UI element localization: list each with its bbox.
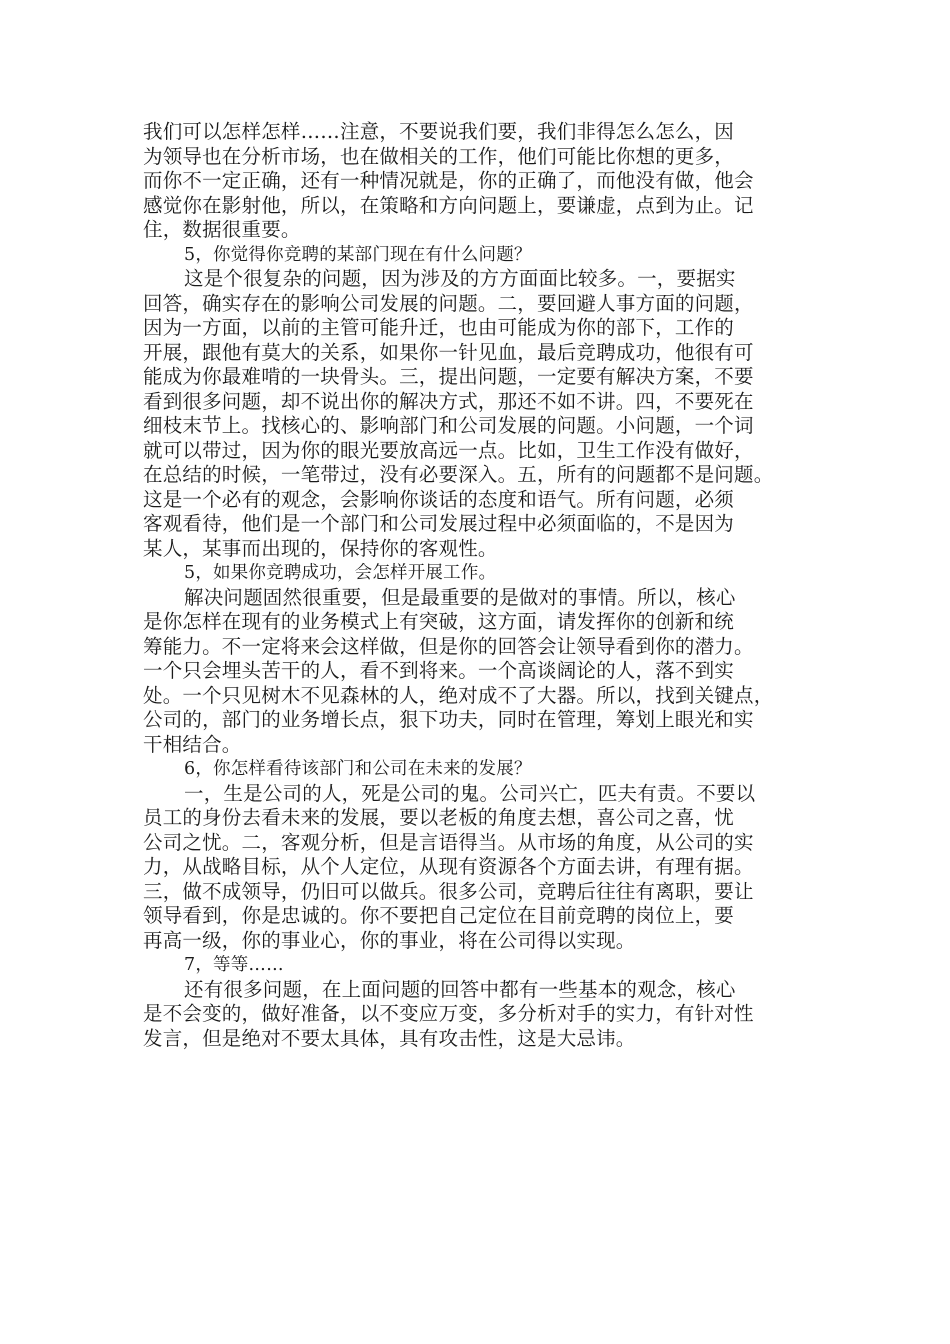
paragraph-line: 员工的身份去看未来的发展，要以老板的角度去想，喜公司之喜，忧 [143, 806, 735, 829]
paragraph-line: 细枝末节上。找核心的、影响部门和公司发展的问题。小问题，一个词 [143, 414, 754, 437]
question-heading: 5，你觉得你竞聘的某部门现在有什么问题？ [184, 244, 532, 265]
paragraph-line: 解决问题固然很重要，但是最重要的是做对的事情。所以，核心 [184, 585, 736, 609]
paragraph-line: 公司的，部门的业务增长点，狠下功夫，同时在管理，筹划上眼光和实 [143, 708, 754, 731]
paragraph-line: 再高一级，你的事业心，你的事业，将在公司得以实现。 [143, 928, 636, 952]
paragraph-line: 公司之忧。二，客观分析，但是言语得当。从市场的角度，从公司的实 [143, 830, 754, 854]
paragraph-line: 筹能力。不一定将来会这样做，但是你的回答会让领导看到你的潜力。 [143, 634, 754, 658]
paragraph-line: 开展，跟他有莫大的关系，如果你一针见血，最后竞聘成功，他很有可 [143, 340, 754, 364]
paragraph-line: 回答，确实存在的影响公司发展的问题。二，要回避人事方面的问题， [143, 291, 754, 315]
paragraph-line: 就可以带过，因为你的眼光要放高远一点。比如，卫生工作没有做好， [143, 438, 754, 462]
paragraph-line: 看到很多问题，却不说出你的解决方式，那还不如不讲。四，不要死在 [143, 389, 754, 413]
paragraph-line: 处。一个只见树木不见森林的人，绝对成不了大器。所以，找到关键点， [143, 683, 774, 707]
paragraph-line: 这是个很复杂的问题，因为涉及的方方面面比较多。一，要据实 [184, 267, 736, 290]
paragraph-line: 为领导也在分析市场，也在做相关的工作，他们可能比你想的更多， [143, 144, 735, 168]
paragraph-line: 这是一个必有的观念，会影响你谈话的态度和语气。所有问题，必须 [143, 487, 735, 511]
question-heading: 7，等等…… [184, 955, 284, 975]
question-heading: 6，你怎样看待该部门和公司在未来的发展？ [184, 759, 532, 779]
document-body [143, 120, 823, 1051]
paragraph-line: 我们可以怎样怎样……注意，不要说我们要，我们非得怎么怎么，因 [143, 120, 735, 143]
paragraph-line: 是你怎样在现有的业务模式上有突破，这方面，请发挥你的创新和统 [143, 610, 735, 633]
paragraph-line: 感觉你在影射他，所以，在策略和方向问题上，要谦虚，点到为止。记 [143, 193, 754, 217]
paragraph-line: 在总结的时候，一笔带过，没有必要深入。五，所有的问题都不是问题。 [143, 463, 774, 486]
paragraph-line: 客观看待，他们是一个部门和公司发展过程中必须面临的，不是因为 [143, 512, 735, 535]
question-heading: 5，如果你竞聘成功，会怎样开展工作。 [184, 563, 497, 583]
paragraph-line: 还有很多问题，在上面问题的回答中都有一些基本的观念，核心 [184, 977, 736, 1001]
paragraph-line: 一个只会埋头苦干的人，看不到将来。一个高谈阔论的人，落不到实 [143, 659, 735, 682]
paragraph-line: 力，从战略目标，从个人定位，从现有资源各个方面去讲，有理有据。 [143, 855, 754, 878]
paragraph-line: 一，生是公司的人，死是公司的鬼。公司兴亡，匹夫有责。不要以 [184, 781, 756, 805]
paragraph-line: 干相结合。 [143, 732, 242, 756]
paragraph-line: 能成为你最难啃的一块骨头。三，提出问题，一定要有解决方案，不要 [143, 365, 754, 388]
paragraph-line: 因为一方面，以前的主管可能升迁，也由可能成为你的部下，工作的 [143, 316, 735, 339]
paragraph-line: 某人，某事而出现的，保持你的客观性。 [143, 536, 498, 560]
paragraph-line: 发言，但是绝对不要太具体，具有攻击性，这是大忌讳。 [143, 1026, 636, 1050]
paragraph-line: 住，数据很重要。 [143, 218, 301, 241]
paragraph-line: 而你不一定正确，还有一种情况就是，你的正确了，而他没有做，他会 [143, 169, 754, 192]
paragraph-line: 领导看到，你是忠诚的。你不要把自己定位在目前竞聘的岗位上，要 [143, 904, 735, 927]
paragraph-line: 是不会变的，做好准备，以不变应万变，多分析对手的实力，有针对性 [143, 1002, 754, 1025]
paragraph-line: 三，做不成领导，仍旧可以做兵。很多公司，竞聘后往往有离职，要让 [143, 879, 754, 903]
